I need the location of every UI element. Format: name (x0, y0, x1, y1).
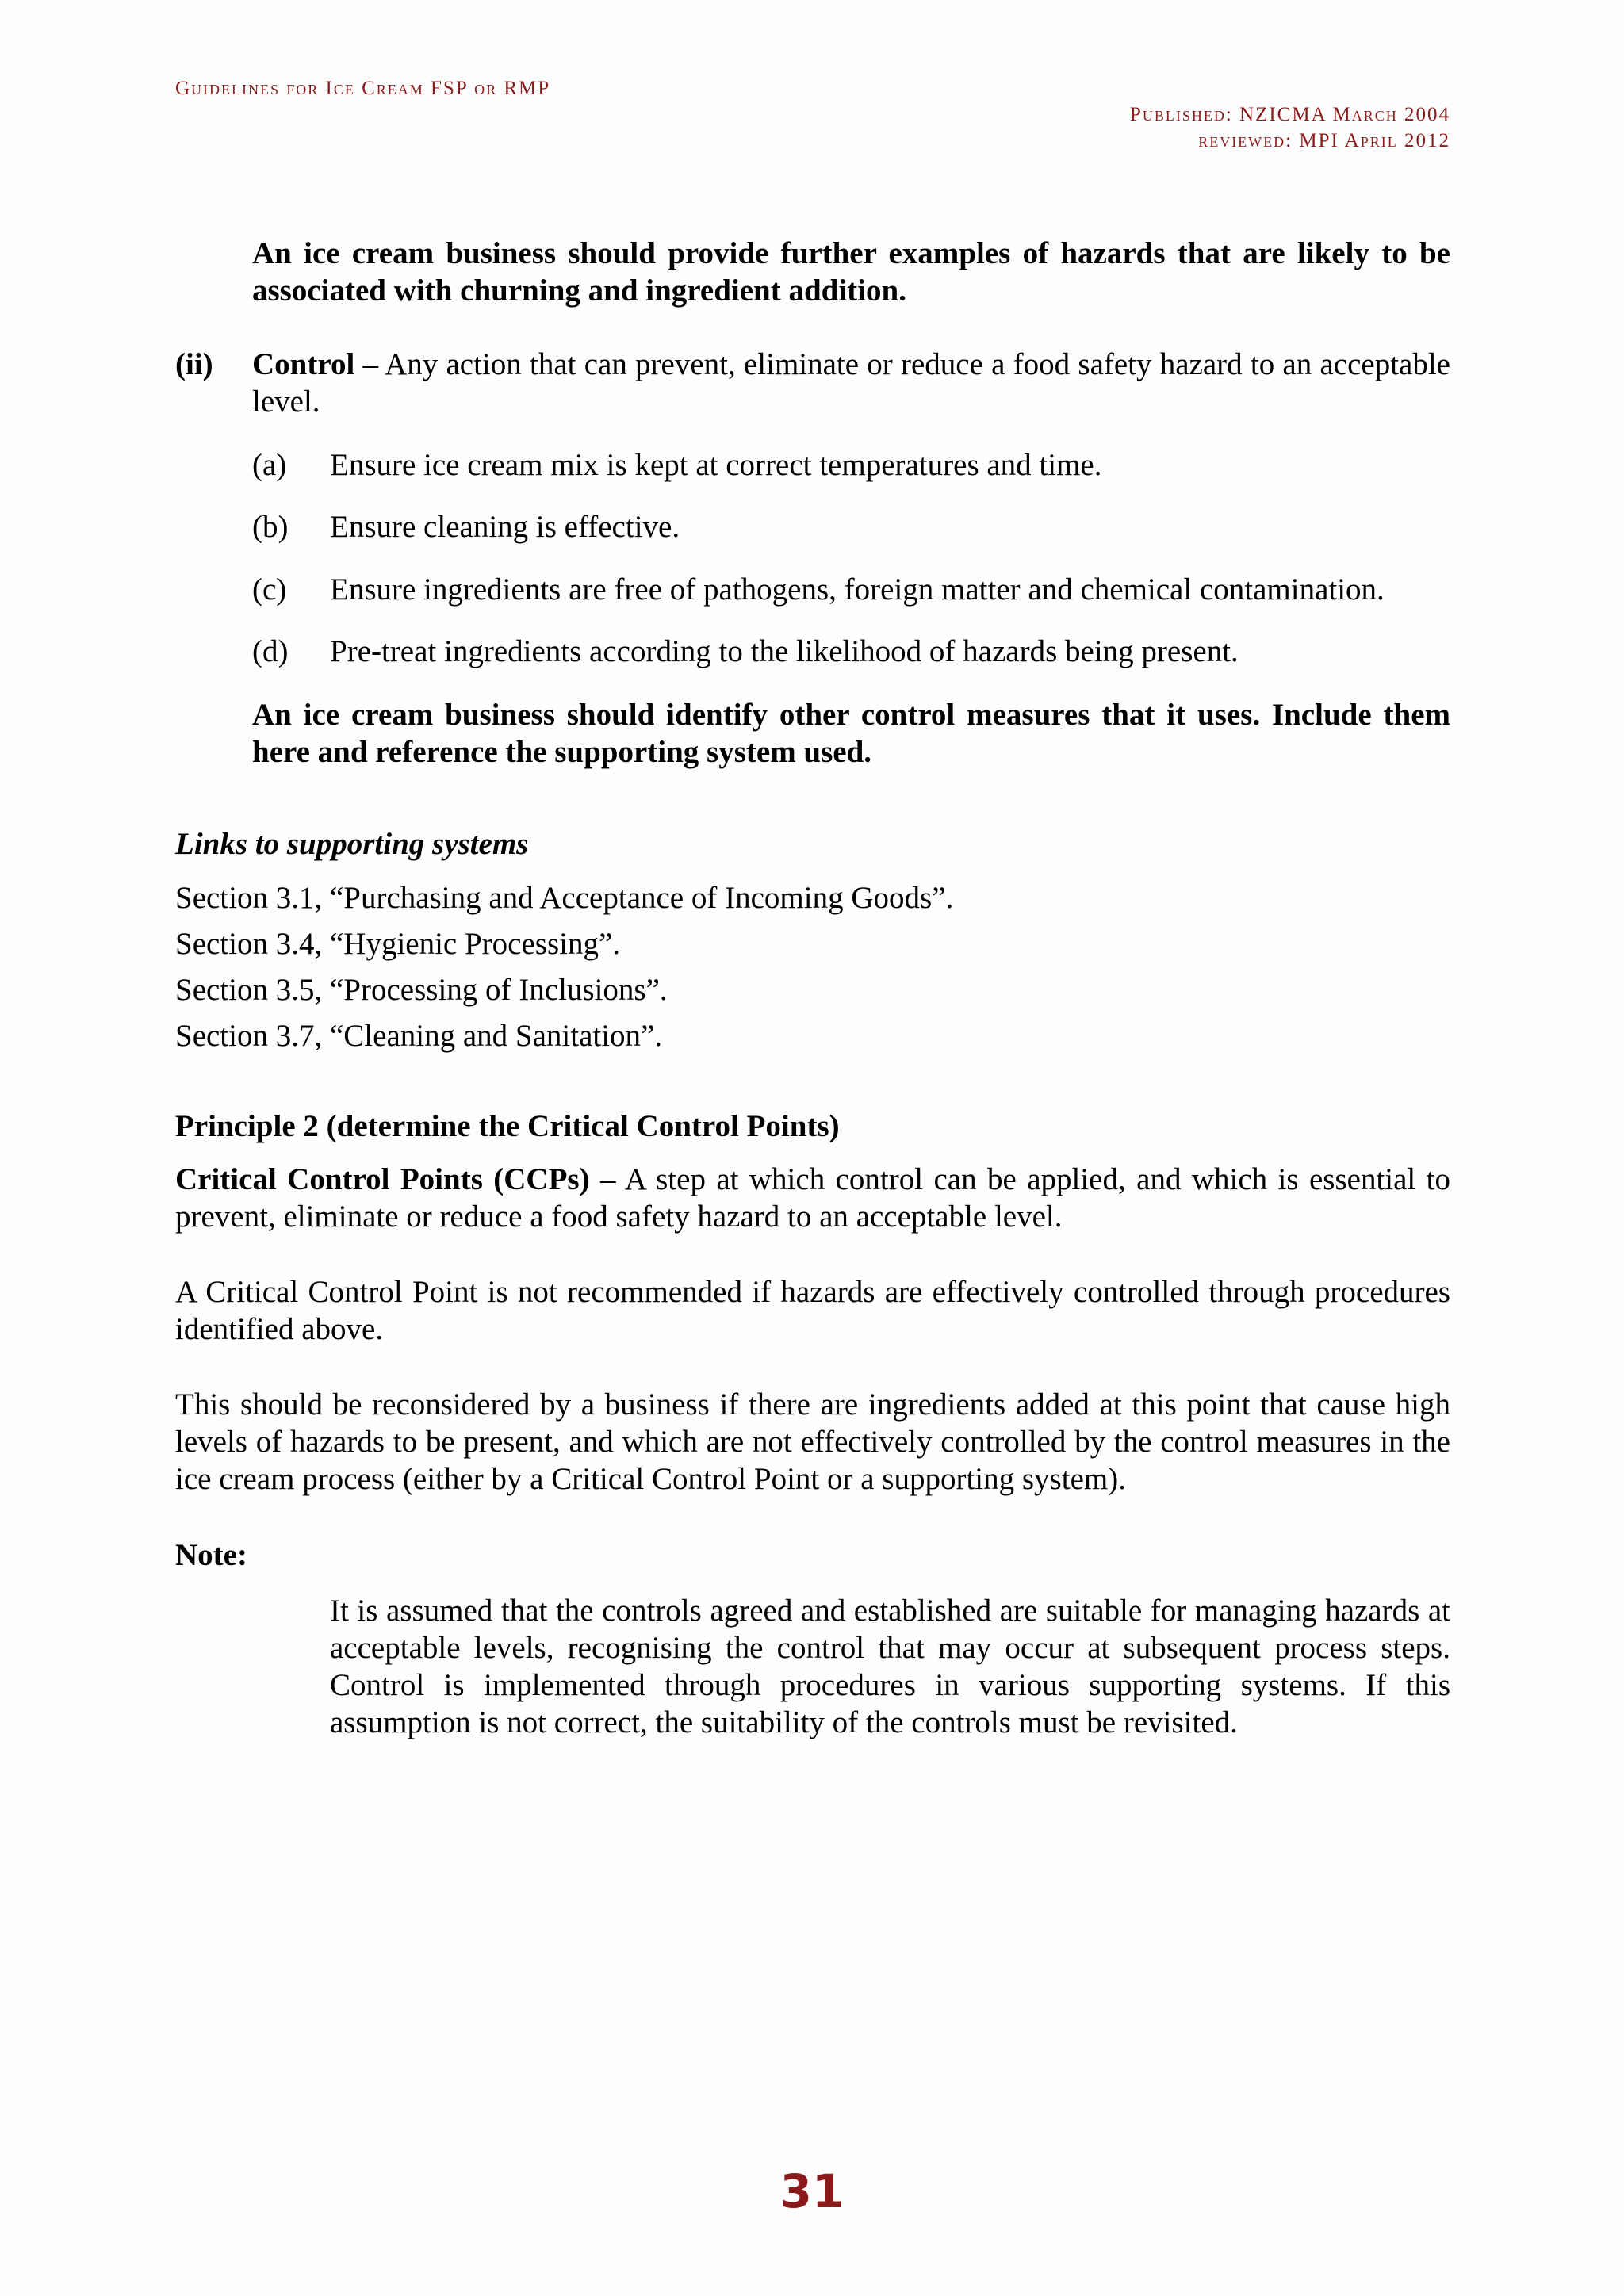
control-definition-text: – Any action that can prevent, eliminate or reduce a food safety hazard to an acceptable level. (252, 347, 1450, 419)
page-number: 31 (779, 2164, 845, 2218)
control-item-d-text: Pre-treat ingredients according to the likelihood of hazards being present. (330, 634, 1239, 668)
control-term: Control (252, 347, 355, 381)
ccp-term: Critical Control Points (CCPs) (175, 1162, 590, 1196)
control-item-d-label: (d) (252, 634, 289, 668)
header-document-title: Guidelines for Ice Cream FSP or RMP (175, 78, 551, 99)
ccp-paragraph-2: This should be reconsidered by a business if there are ingredients added at this point that cause high levels of hazards to be present, and which are not effectively controlled by the control measures in the ice cream process (either by a Critical Control Point or a supporting system). (175, 1387, 1450, 1496)
note-text: It is assumed that the controls agreed and established are suitable for managing hazards at acceptable levels, recognising the control that may occur at subsequent process steps. Control is implemented through procedures in various supporting systems. If this assumption is not correct, the suitability of the controls must be revisited. (330, 1594, 1450, 1739)
control-item-c-label: (c) (252, 572, 287, 607)
ccp-definition (175, 1161, 1450, 1235)
link-item: Section 3.7, “Cleaning and Sanitation”. (175, 1019, 663, 1053)
links-list (175, 875, 1450, 1059)
header-reviewed: reviewed: MPI April 2012 (1198, 130, 1450, 151)
ccp-definition-text: – A step at which control can be applied, and which is essential to prevent, eliminate or reduce a food safety hazard to an acceptable level. (175, 1162, 1450, 1234)
control-item-b-label: (b) (252, 510, 289, 544)
control-item-b-text: Ensure cleaning is effective. (330, 510, 680, 544)
header-published: Published: NZICMA March 2004 (1129, 104, 1450, 125)
control-item-label: (ii) (175, 347, 213, 381)
link-item: Section 3.4, “Hygienic Processing”. (175, 927, 621, 961)
link-item: Section 3.1, “Purchasing and Acceptance of Incoming Goods”. (175, 881, 954, 915)
ccp-paragraph-1: A Critical Control Point is not recommended if hazards are effectively controlled through procedures identified above. (175, 1275, 1450, 1346)
control-item-a-label: (a) (252, 448, 287, 482)
header-publication-info (1130, 101, 1450, 154)
principle-heading: Principle 2 (determine the Critical Control Points) (175, 1109, 840, 1143)
control-item-c-text: Ensure ingredients are free of pathogens, foreign matter and chemical contamination. (330, 572, 1385, 607)
control-item-a-text: Ensure ice cream mix is kept at correct temperatures and time. (330, 448, 1102, 482)
note-label: Note: (175, 1538, 247, 1572)
control-definition (252, 346, 1450, 420)
intro-bold-paragraph: An ice cream business should provide further examples of hazards that are likely to be associated with churning and ingredient addition. (252, 236, 1450, 308)
link-item: Section 3.5, “Processing of Inclusions”. (175, 973, 668, 1007)
control-note-bold-paragraph: An ice cream business should identify other control measures that it uses. Include them here and reference the supporting system used. (252, 698, 1450, 769)
links-heading: Links to supporting systems (175, 827, 529, 861)
